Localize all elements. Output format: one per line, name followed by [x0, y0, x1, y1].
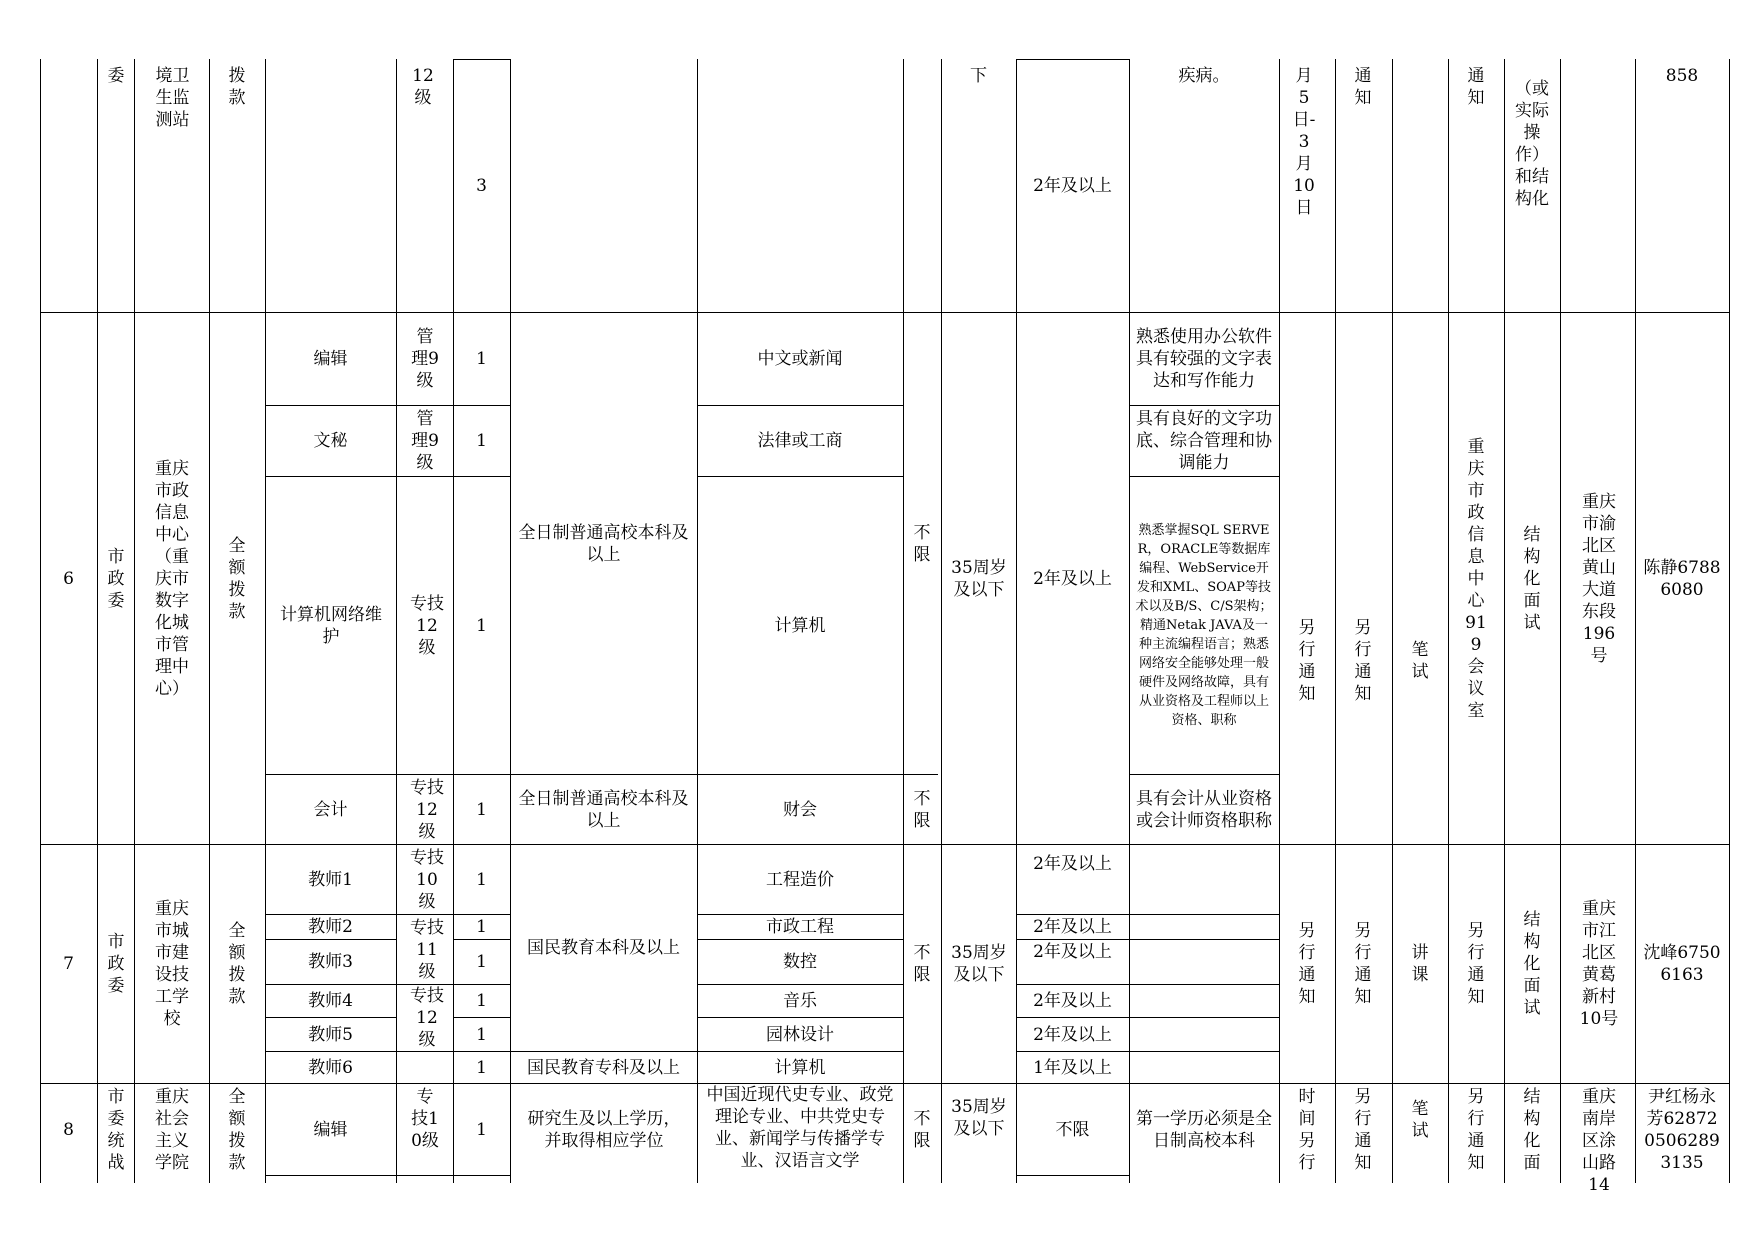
g6-contact: 陈静67886080	[1643, 557, 1721, 600]
g7-time: 另行通知	[1298, 921, 1316, 1007]
g6-funding: 全额拨款	[228, 535, 246, 622]
g7-funding: 全额拨款	[228, 921, 246, 1007]
g6-job2-grade: 管理9级	[411, 409, 439, 473]
g8-address: 重庆南岸区涂山路14	[1582, 1087, 1616, 1195]
g8-exam: 笔试	[1411, 1099, 1429, 1141]
g7-job3-exp: 2年及以上	[1033, 942, 1112, 962]
g6-job2-post: 文秘	[313, 431, 348, 451]
g6-job4-other: 具有会计从业资格或会计师资格职称	[1136, 788, 1272, 831]
cont-funding: 拨款	[228, 66, 246, 108]
cont-place: 通知	[1354, 66, 1372, 108]
g7-test-place: 另行通知	[1467, 921, 1485, 1007]
g7-job2-exp: 2年及以上	[1033, 917, 1112, 937]
g7-job6-count: 1	[476, 1057, 487, 1078]
g7-job3-major: 数控	[783, 952, 817, 972]
g7-grade-c: 专技12级	[410, 986, 444, 1050]
g6-no-limit: 不限	[913, 522, 931, 565]
g7-grade-a: 专技10级	[410, 847, 444, 912]
g6-job4-grade: 专技12级	[410, 777, 444, 842]
g6-job1-other: 熟悉使用办公软件具有较强的文字表达和写作能力	[1136, 327, 1272, 391]
g7-job3-post: 教师3	[308, 952, 353, 972]
g6-no: 6	[63, 568, 74, 589]
g7-job4-exp: 2年及以上	[1033, 991, 1112, 1011]
g8-limit: 不限	[913, 1108, 931, 1151]
grid-line	[1729, 59, 1730, 1183]
g7-job5-post: 教师5	[308, 1024, 353, 1045]
grid-line	[1635, 59, 1636, 1183]
cont-count: 3	[476, 176, 487, 196]
g7-exam: 讲课	[1411, 943, 1429, 985]
g8-count: 1	[476, 1119, 487, 1140]
grid-line	[97, 59, 98, 1183]
grid-line	[941, 59, 942, 1183]
g8-other: 第一学历必须是全日制高校本科	[1136, 1108, 1272, 1151]
cont-phone: 858	[1665, 66, 1699, 86]
g6-job2-major: 法律或工商	[757, 431, 843, 451]
g6-edu-main: 全日制普通高校本科及以上	[518, 522, 689, 565]
cont-age: 下	[970, 66, 987, 86]
g6-job4-post: 会计	[313, 799, 348, 820]
g6-unit: 重庆市政信息中心（重庆市数字化城市管理中心）	[155, 458, 189, 699]
g8-time: 时间另行	[1298, 1087, 1316, 1173]
g8-age: 35周岁及以下	[951, 1097, 1007, 1139]
cont-time: 月5日-3月10日	[1292, 66, 1316, 218]
grid-line	[209, 59, 210, 1183]
g7-unit: 重庆市城市建设技工学校	[155, 899, 189, 1029]
cont-dept: 委	[107, 66, 125, 86]
g7-no: 7	[63, 954, 74, 974]
g6-job3-count: 1	[476, 615, 487, 636]
g7-place: 另行通知	[1354, 921, 1372, 1007]
g7-job2-count: 1	[476, 917, 487, 937]
cont-test-place: 通知	[1467, 66, 1485, 108]
g6-job3-other: 熟悉掌握SQL SERVER，ORACLE等数据库编程、WebService开发和XML、SOAP等技术以及B/S、C/S架构；精通Netak JAVA及一种主流编程语言；熟悉网络安全能够处理一般硬件及网络故障，具有从业资格及工程师以上资格、职称	[1135, 523, 1273, 728]
grid-line	[1504, 59, 1505, 1183]
grid-line	[1335, 59, 1336, 1183]
g6-exam: 笔试	[1411, 639, 1429, 682]
g6-job4-count: 1	[476, 799, 487, 820]
g8-grade: 专技10级	[411, 1087, 439, 1151]
grid-line	[1279, 59, 1280, 1183]
grid-line	[1129, 59, 1130, 1183]
g7-job5-exp: 2年及以上	[1033, 1024, 1112, 1045]
g7-job6-major: 计算机	[774, 1057, 826, 1078]
grid-line	[903, 59, 904, 1183]
g7-job4-major: 音乐	[783, 991, 817, 1011]
grid-line	[1392, 59, 1393, 1183]
g7-job2-post: 教师2	[308, 917, 353, 937]
g6-address: 重庆市渝北区黄山大道东段196号	[1582, 491, 1616, 666]
g8-contact: 尹红杨永芳6287205062893135	[1644, 1087, 1720, 1173]
g6-place: 另行通知	[1354, 617, 1372, 704]
g7-job6-exp: 1年及以上	[1033, 1057, 1112, 1078]
g7-job1-post: 教师1	[308, 869, 353, 890]
grid-line	[1448, 59, 1449, 1183]
g8-major: 中国近现代史专业、政党理论专业、中共党史专业、新闻学与传播学专业、汉语言文学	[706, 1085, 894, 1171]
grid-line	[265, 1175, 510, 1176]
g7-method: 结构化面试	[1523, 910, 1541, 1018]
g6-job1-grade: 管理9级	[411, 327, 439, 391]
g7-edu-main: 国民教育本科及以上	[527, 938, 680, 958]
g7-grade-b: 专技11级	[410, 917, 444, 982]
cont-method: （或实际操作）和结构化	[1515, 79, 1549, 209]
g6-job4-edu: 全日制普通高校本科及以上	[518, 788, 689, 831]
g7-job4-post: 教师4	[308, 991, 353, 1011]
cont-grade: 12级	[412, 66, 434, 108]
g6-job4-limit: 不限	[913, 788, 931, 831]
g7-contact: 沈峰67506163	[1643, 943, 1721, 985]
g8-exp: 不限	[1055, 1119, 1090, 1140]
g8-funding: 全额拨款	[228, 1087, 246, 1173]
g8-place: 另行通知	[1354, 1087, 1372, 1173]
g7-job1-major: 工程造价	[766, 869, 834, 890]
grid-line	[396, 59, 397, 1183]
g8-no: 8	[63, 1120, 74, 1140]
g6-job1-post: 编辑	[313, 349, 348, 369]
g6-exp: 2年及以上	[1033, 568, 1112, 589]
cont-exp: 2年及以上	[1033, 176, 1112, 196]
g7-address: 重庆市江北区黄葛新村10号	[1579, 899, 1619, 1029]
g8-unit: 重庆社会主义学院	[155, 1087, 189, 1173]
g7-job5-count: 1	[476, 1024, 487, 1045]
g7-job6-post: 教师6	[308, 1057, 353, 1078]
g6-method: 结构化面试	[1523, 524, 1541, 633]
g8-method: 结构化面	[1523, 1087, 1541, 1173]
g6-job1-major: 中文或新闻	[757, 349, 843, 369]
g6-job3-grade: 专技12级	[410, 593, 444, 658]
g6-test-place: 重庆市政信息中心919会议室	[1465, 436, 1487, 721]
g6-time: 另行通知	[1298, 617, 1316, 704]
grid-line	[510, 59, 511, 1183]
g8-edu: 研究生及以上学历，并取得相应学位	[527, 1108, 681, 1151]
g7-job1-count: 1	[476, 869, 487, 890]
g7-job2-major: 市政工程	[766, 917, 834, 937]
g8-post: 编辑	[313, 1119, 348, 1140]
g7-job4-count: 1	[476, 991, 487, 1011]
g7-job3-count: 1	[476, 952, 487, 972]
g7-dept: 市政委	[107, 932, 125, 996]
g8-dept: 市委统战	[107, 1087, 125, 1173]
g6-job1-count: 1	[476, 349, 487, 369]
g7-no-limit: 不限	[913, 943, 931, 985]
g7-age: 35周岁及以下	[951, 943, 1007, 985]
g6-age: 35周岁及以下	[951, 557, 1007, 600]
grid-line	[1016, 1175, 1129, 1176]
grid-line	[134, 59, 135, 1183]
g6-job2-count: 1	[476, 431, 487, 451]
cont-other: 疾病。	[1178, 66, 1230, 86]
g7-job5-major: 园林设计	[766, 1024, 834, 1045]
g6-job3-post: 计算机网络维护	[280, 604, 382, 647]
g6-job2-other: 具有良好的文字功底、综合管理和协调能力	[1136, 409, 1272, 473]
grid-line	[1560, 59, 1561, 1183]
g6-dept: 市政委	[107, 546, 125, 611]
g6-job3-major: 计算机	[774, 615, 826, 636]
cont-unit: 境卫生监测站	[155, 66, 190, 130]
g6-job4-major: 财会	[783, 799, 817, 820]
g7-job6-edu: 国民教育专科及以上	[527, 1057, 680, 1078]
g8-test-place: 另行通知	[1467, 1087, 1485, 1173]
g7-job1-exp: 2年及以上	[1033, 854, 1112, 874]
